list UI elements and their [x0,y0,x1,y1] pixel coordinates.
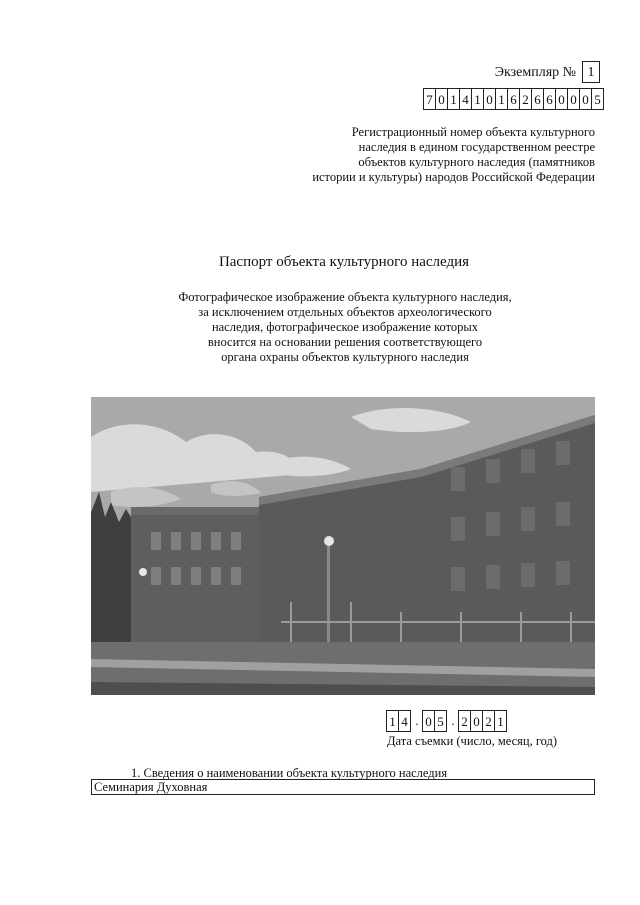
date-year-digit: 2 [458,710,471,732]
reg-digit: 0 [555,88,568,110]
shooting-date-boxes [387,710,507,732]
date-month-digit: 5 [434,710,447,732]
shooting-date-label: Дата съемки (число, месяц, год) [387,734,558,748]
reg-digit: 1 [495,88,508,110]
reg-digit: 6 [507,88,520,110]
date-year-digit: 1 [494,710,507,732]
photo-desc-line: за исключением отдельных объектов археологического [198,305,492,319]
photo-desc-line: Фотографическое изображение объекта культурного наследия, [178,290,512,304]
reg-digit: 6 [531,88,544,110]
date-day-digit: 4 [398,710,411,732]
page-title: Паспорт объекта культурного наследия [218,254,470,270]
date-separator: . [451,713,455,728]
reg-digit: 0 [579,88,592,110]
reg-digit: 0 [483,88,496,110]
building-photo [91,397,595,695]
photo-desc-line: наследия, фотографическое изображение которых [211,320,479,334]
photo-description [110,290,580,365]
copy-number-label: Экземпляр № [494,65,576,80]
photo-desc-line: вносится на основании решения соответствующего [207,335,483,349]
reg-digit: 4 [459,88,472,110]
reg-desc-line: наследия в едином государственном реестре [358,140,595,154]
date-year-digit: 0 [470,710,483,732]
reg-desc-line: Регистрационный номер объекта культурного [351,125,595,139]
reg-digit: 0 [435,88,448,110]
date-separator: . [415,713,419,728]
registration-number [424,88,604,110]
date-year-digit: 2 [482,710,495,732]
reg-digit: 0 [567,88,580,110]
reg-digit: 7 [423,88,436,110]
date-day-digit: 1 [386,710,399,732]
date-month-digit: 0 [422,710,435,732]
section-1-heading: 1. Сведения о наименовании объекта культурного наследия [131,766,448,780]
photo-desc-line: органа охраны объектов культурного наследия [221,350,469,364]
registration-description [290,125,595,185]
reg-digit: 1 [447,88,460,110]
reg-digit: 2 [519,88,532,110]
reg-digit: 6 [543,88,556,110]
reg-digit: 1 [471,88,484,110]
reg-desc-line: объектов культурного наследия (памятников [358,155,595,169]
reg-desc-line: истории и культуры) народов Российской Федерации [312,170,595,184]
reg-digit: 5 [591,88,604,110]
object-name-field: Семинария Духовная [91,779,595,795]
copy-number-box: 1 [582,61,600,83]
